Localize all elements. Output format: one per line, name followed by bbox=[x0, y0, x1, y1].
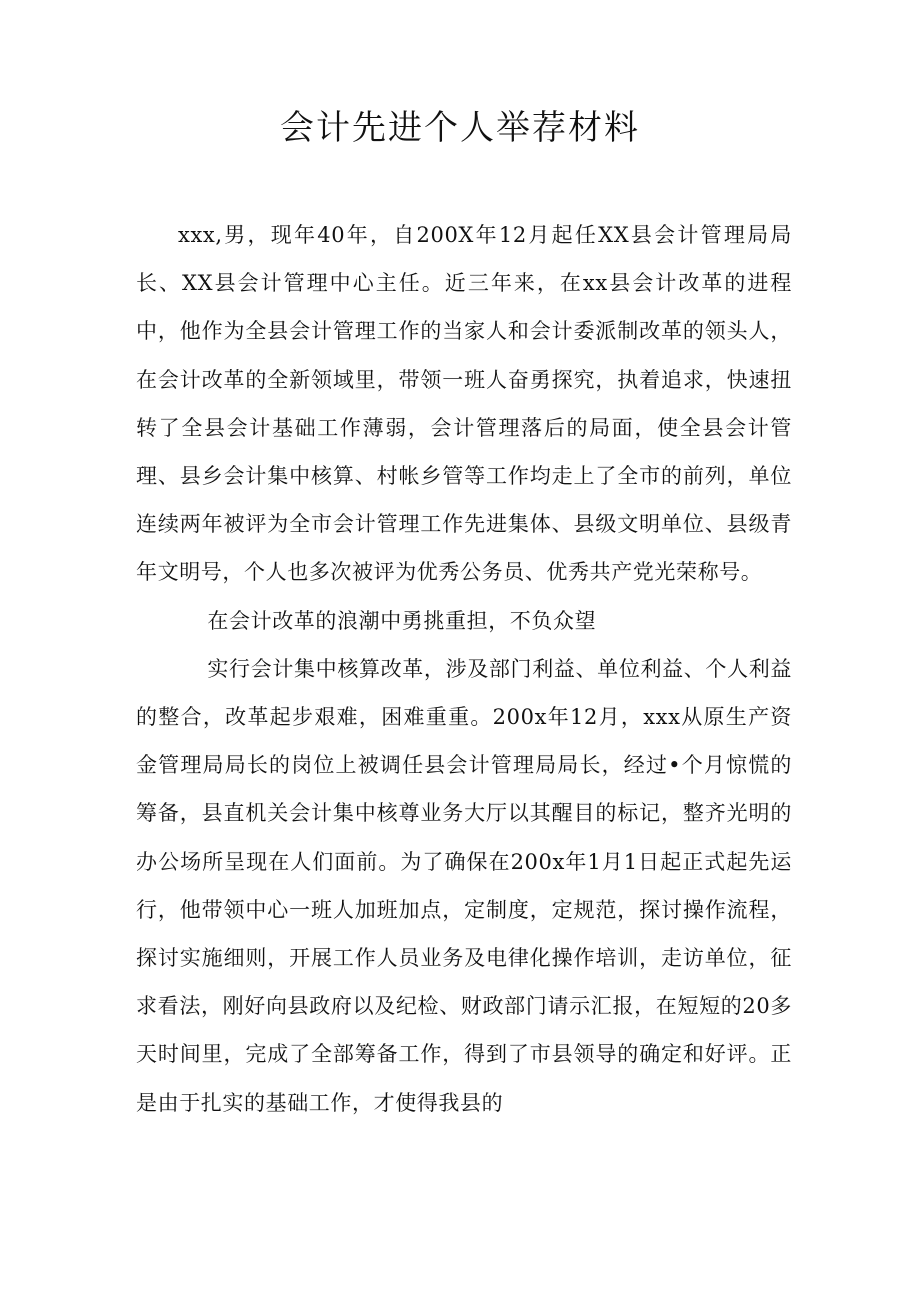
paragraph-reform: 实行会计集中核算改革，涉及部门利益、单位利益、个人利益的整合，改革起步艰难，困难重重。200x年12月，xxx从原生产资金管理局局长的岗位上被调任县会计管理局局长，经过•个月惊慌的筹备，县直机关会计集中核尊业务大厅以其醒目的标记，整齐光明的办公场所呈现在人们面前。为了确保在200x年1月1日起正式起先运行，他带领中心一班人加班加点，定制度，定规范，探讨操作流程，探讨实施细则，开展工作人员业务及电律化操作培训，走访单位，征求看法，刚好向县政府以及纪检、财政部门请示汇报，在短短的20多天时间里，完成了全部筹备工作，得到了市县领导的确定和好评。正是由于扎实的基础工作，才使得我县的 bbox=[136, 656, 792, 1115]
paragraph-intro: xxx,男，现年40年，自200X年12月起任XX县会计管理局局长、XX县会计管理中心主任。近三年来，在xx县会计改革的进程中，他作为全县会计管理工作的当家人和会计委派制改革的领头人，在会计改革的全新领域里，带领一班人奋勇探究，执着追求，快速扭转了全县会计基础工作薄弱，会计管理落后的局面，使全县会计管理、县乡会计集中核算、村帐乡管等工作均走上了全市的前列，单位连续两年被评为全市会计管理工作先进集体、县级文明单位、县级青年文明号，个人也多次被评为优秀公务员、优秀共产党光荣称号。 bbox=[136, 223, 792, 585]
document-body bbox=[136, 211, 792, 1127]
document-title: 会计先进个人举荐材料 bbox=[280, 108, 640, 148]
section-heading: 在会计改革的浪潮中勇挑重担，不负众望 bbox=[207, 608, 597, 633]
